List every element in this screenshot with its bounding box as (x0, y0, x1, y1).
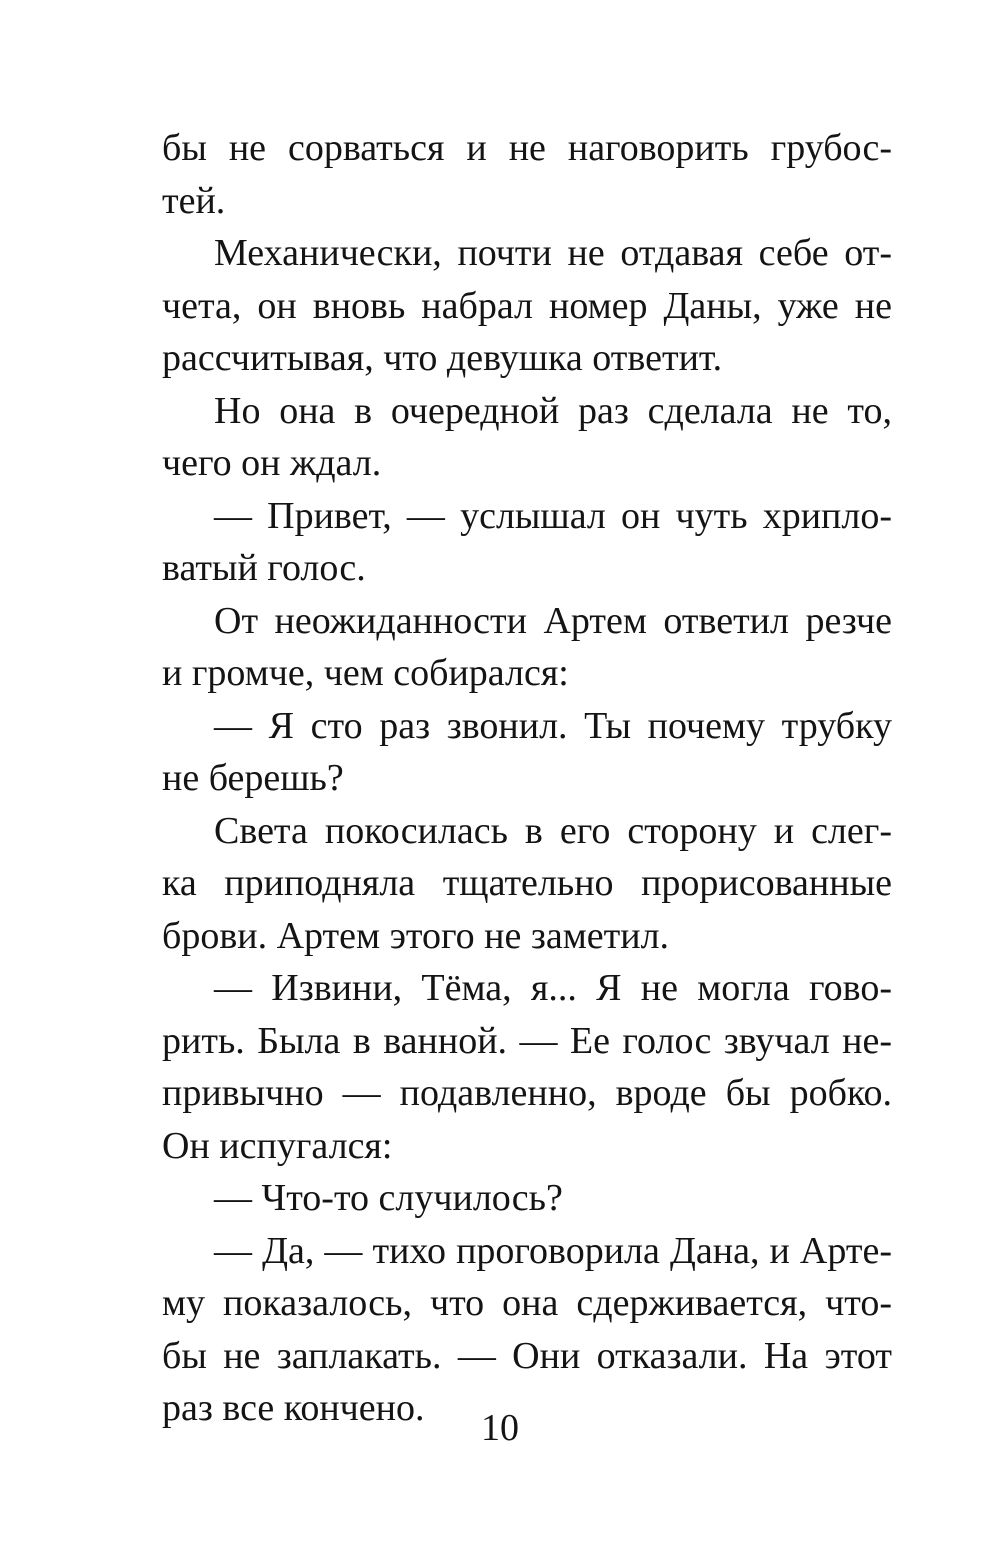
text-line: раз все кончено. (162, 1387, 425, 1429)
text-line: и громче, чем собирался: (162, 652, 569, 694)
text-line: брови. Артем этого не заметил. (162, 914, 670, 957)
text-line: От неожиданности Артем ответил резче (214, 599, 892, 642)
text-line: чего он ждал. (162, 442, 382, 484)
text-line: ка приподняла тщательно прорисованные (162, 862, 892, 904)
page-number: 10 (481, 1407, 519, 1449)
text-line: — Что-то случилось? (214, 1177, 563, 1219)
page-body (162, 122, 892, 1435)
text-line: Света покосилась в его сторону и слег- (214, 809, 892, 852)
text-line: — Да, — тихо проговорила Дана, и Арте- (214, 1229, 892, 1272)
text-line: — Привет, — услышал он чуть хрипло- (214, 494, 892, 537)
text-line: чета, он вновь набрал номер Даны, уже не (162, 284, 892, 327)
text-line: Механически, почти не отдавая себе от- (214, 232, 892, 274)
text-line: не берешь? (162, 757, 344, 799)
text-line: му показалось, что она сдерживается, что- (162, 1282, 892, 1324)
text-line: Но она в очередной раз сделала не то, (214, 389, 892, 432)
text-line: Он испугался: (162, 1124, 393, 1167)
text-line: бы не сорваться и не наговорить грубос- (162, 127, 892, 169)
text-line: бы не заплакать. — Они отказали. На этот (162, 1334, 892, 1377)
text-line: — Я сто раз звонил. Ты почему трубку (214, 704, 892, 747)
text-line: привычно — подавленно, вроде бы робко. (162, 1072, 892, 1114)
text-line: рассчитывая, что девушка ответит. (162, 337, 723, 379)
text-line: — Извини, Тёма, я... Я не могла гово- (214, 967, 892, 1009)
text-line: ватый голос. (162, 547, 366, 589)
text-line: рить. Была в ванной. — Ее голос звучал не- (162, 1019, 892, 1062)
text-line: тей. (162, 179, 226, 222)
